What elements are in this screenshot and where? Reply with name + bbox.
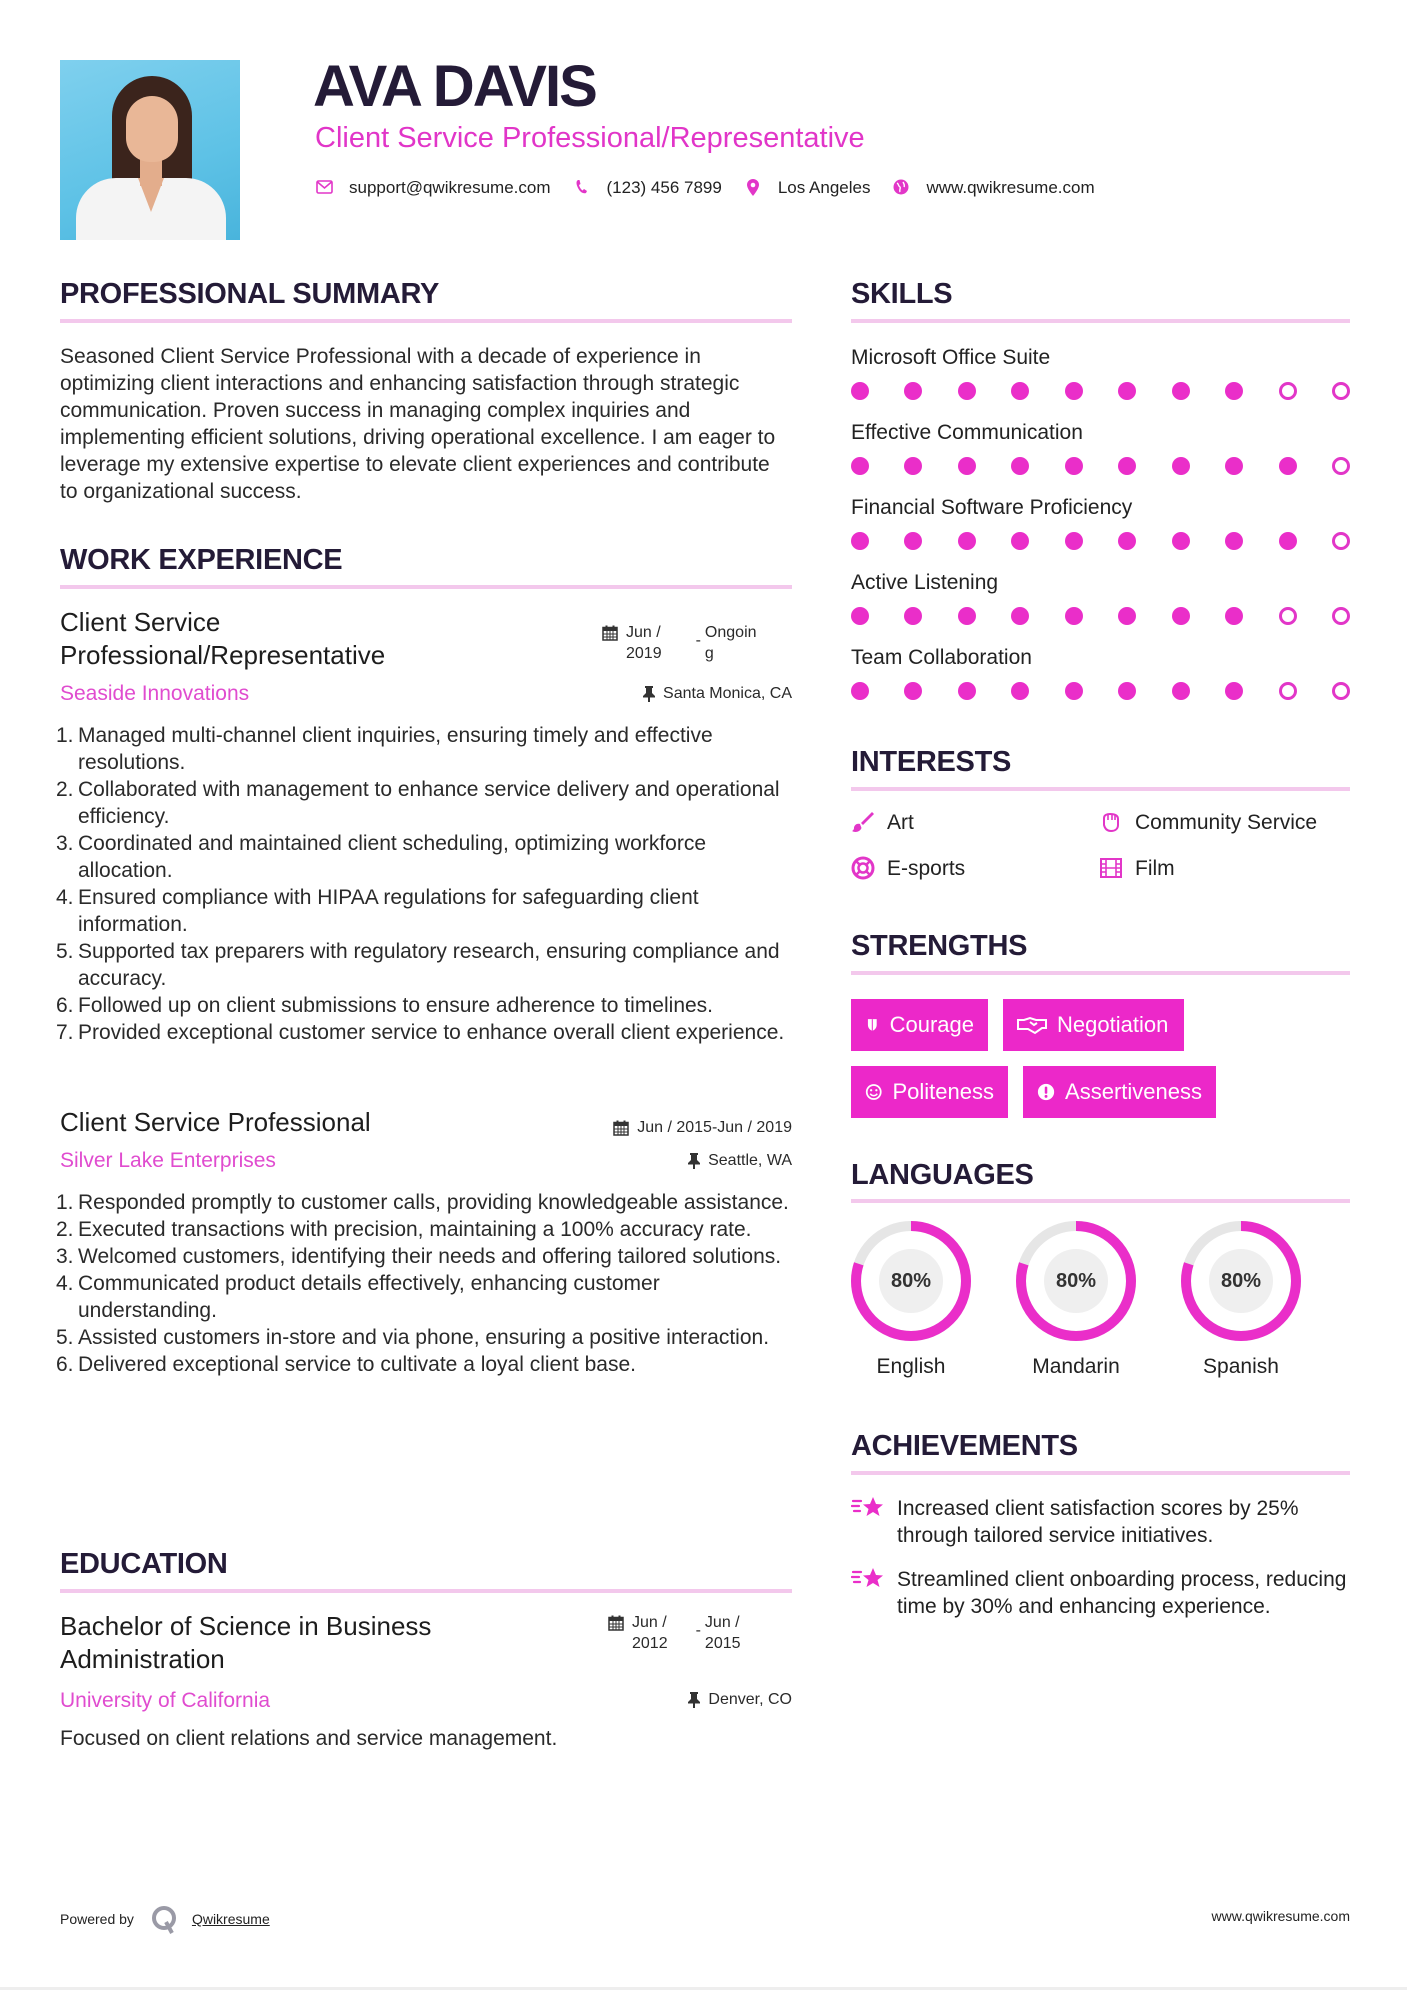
experience-heading: WORK EXPERIENCE [60, 544, 343, 576]
shield-icon [865, 1015, 880, 1035]
list-item: 7. Provided exceptional customer service to enhance overall client experience. [56, 1021, 785, 1044]
skill-dot-filled [904, 382, 922, 400]
education-location: Denver, CO [688, 1692, 792, 1708]
list-item: 2. Executed transactions with precision, maintaining a 100% accuracy rate. [56, 1218, 752, 1241]
skill-row: Team Collaboration [851, 647, 1350, 700]
skill-dot-filled [1225, 457, 1243, 475]
skill-rating [851, 532, 1350, 550]
skills-heading: SKILLS [851, 278, 953, 310]
skill-dot-filled [1065, 457, 1083, 475]
skill-dot-filled [851, 607, 869, 625]
skill-dot-empty [1332, 457, 1350, 475]
job-2-role: Client Service Professional [60, 1107, 371, 1137]
language-progress-ring: 80% [850, 1220, 972, 1342]
skill-dot-filled [851, 682, 869, 700]
list-item: 4. Communicated product details effectively, enhancing customer understanding. [56, 1272, 660, 1322]
skill-dot-filled [1279, 457, 1297, 475]
skill-dot-filled [1172, 607, 1190, 625]
list-item: 5. Supported tax preparers with regulatory research, ensuring compliance and accuracy. [56, 940, 780, 990]
skill-dot-filled [1225, 682, 1243, 700]
skill-dot-filled [851, 457, 869, 475]
interests-divider [851, 787, 1350, 791]
skill-dot-filled [1011, 457, 1029, 475]
contact-website[interactable] [892, 178, 1094, 196]
contact-bar [315, 178, 1117, 196]
skill-dot-filled [1118, 682, 1136, 700]
profile-photo [60, 60, 240, 240]
list-item: 6. Followed up on client submissions to ensure adherence to timelines. [56, 994, 714, 1017]
calendar-icon [602, 625, 618, 641]
interest-e-sports: E-sports [851, 856, 965, 880]
skill-rating [851, 457, 1350, 475]
education-heading: EDUCATION [60, 1548, 228, 1580]
job-1-responsibilities [56, 722, 800, 1046]
language-english: 80% English [850, 1220, 972, 1377]
interests-heading: INTERESTS [851, 746, 1012, 778]
skill-dot-filled [1172, 382, 1190, 400]
language-mandarin: 80% Mandarin [1015, 1220, 1137, 1377]
strength-badge-assertiveness: Assertiveness [1023, 1066, 1216, 1118]
job-1-dates: Jun / 2019 - Ongoin g [602, 622, 757, 664]
globe-icon [892, 178, 910, 196]
skill-dot-filled [1225, 532, 1243, 550]
languages-heading: LANGUAGES [851, 1159, 1034, 1191]
language-progress-ring: 80% [1015, 1220, 1137, 1342]
strengths-divider [851, 971, 1350, 975]
hand-icon [1099, 810, 1123, 834]
exclamation-circle-icon [1037, 1082, 1055, 1102]
skill-dot-filled [958, 682, 976, 700]
degree-title: Bachelor of Science in Business Administration [60, 1611, 432, 1674]
skill-dot-filled [904, 682, 922, 700]
skill-dot-empty [1279, 382, 1297, 400]
skill-dot-empty [1332, 532, 1350, 550]
candidate-title: Client Service Professional/Representative [315, 122, 865, 154]
skill-dot-filled [1011, 682, 1029, 700]
interest-art: Art [851, 810, 914, 834]
contact-phone[interactable] [573, 178, 722, 196]
skill-row: Active Listening [851, 572, 1350, 625]
calendar-icon [613, 1120, 629, 1136]
skill-dot-filled [958, 607, 976, 625]
list-item: 3. Welcomed customers, identifying their needs and offering tailored solutions. [56, 1245, 782, 1268]
skill-dot-filled [904, 457, 922, 475]
skill-dot-filled [958, 457, 976, 475]
map-marker-icon [744, 178, 762, 196]
calendar-icon [608, 1615, 624, 1631]
skill-dot-filled [1225, 382, 1243, 400]
skill-dot-filled [1118, 532, 1136, 550]
candidate-name: AVA DAVIS [313, 54, 596, 119]
website-text: www.qwikresume.com [926, 177, 1095, 197]
language-progress-ring: 80% [1180, 1220, 1302, 1342]
strength-badge-courage: Courage [851, 999, 988, 1051]
achievement-item: Streamlined client onboarding process, reducing time by 30% and enhancing experience. [851, 1566, 1350, 1620]
skill-rating [851, 382, 1350, 400]
skill-dot-filled [1225, 607, 1243, 625]
skill-dot-filled [1011, 382, 1029, 400]
location-text: Los Angeles [777, 177, 871, 197]
list-item: 1. Responded promptly to customer calls, providing knowledgeable assistance. [56, 1191, 789, 1214]
skill-row: Financial Software Proficiency [851, 497, 1350, 550]
education-divider [60, 1589, 792, 1593]
skill-dot-empty [1332, 607, 1350, 625]
shooting-star-icon [851, 1493, 887, 1521]
footer-powered-by: Powered by Qwikresume [60, 1904, 270, 1934]
skill-dot-filled [958, 532, 976, 550]
strength-badge-politeness: Politeness [851, 1066, 1008, 1118]
list-item: 3. Coordinated and maintained client scheduling, optimizing workforce allocation. [56, 832, 707, 882]
skill-dot-empty [1279, 607, 1297, 625]
paintbrush-icon [851, 810, 875, 834]
skill-dot-empty [1332, 382, 1350, 400]
skill-dot-empty [1279, 682, 1297, 700]
phone-icon [573, 178, 591, 196]
skill-dot-filled [958, 382, 976, 400]
smile-icon [865, 1082, 882, 1102]
job-1-role: Client Service Professional/Representative [60, 607, 386, 670]
skill-dot-filled [851, 382, 869, 400]
job-2-responsibilities [56, 1189, 800, 1378]
skill-dot-filled [1065, 532, 1083, 550]
life-ring-icon [851, 856, 875, 880]
skill-dot-filled [1279, 532, 1297, 550]
skill-dot-empty [1332, 682, 1350, 700]
contact-location [744, 178, 871, 196]
skill-dot-filled [1172, 532, 1190, 550]
footer-url[interactable]: www.qwikresume.com [1211, 1908, 1350, 1924]
achievement-item: Increased client satisfaction scores by 25% through tailored service initiatives. [851, 1495, 1350, 1549]
thumbtack-icon [688, 1692, 700, 1708]
skill-dot-filled [1065, 682, 1083, 700]
summary-divider [60, 319, 792, 323]
skill-dot-filled [1065, 382, 1083, 400]
qwikresume-link[interactable]: Qwikresume [191, 1911, 270, 1927]
languages-divider [851, 1199, 1350, 1203]
qwikresume-logo-icon [150, 1904, 180, 1934]
skill-dot-filled [1118, 457, 1136, 475]
experience-divider [60, 585, 792, 589]
job-2-dates: Jun / 2015-Jun / 2019 [613, 1117, 792, 1138]
strengths-heading: STRENGTHS [851, 930, 1028, 962]
film-icon [1099, 856, 1123, 880]
achievements-divider [851, 1471, 1350, 1475]
skills-divider [851, 319, 1350, 323]
skill-dot-filled [1172, 457, 1190, 475]
school-name: University of California [60, 1689, 271, 1712]
language-spanish: 80% Spanish [1180, 1220, 1302, 1377]
skill-dot-filled [904, 532, 922, 550]
skill-dot-filled [1011, 532, 1029, 550]
thumbtack-icon [688, 1153, 700, 1169]
education-dates: Jun / 2012 - Jun / 2015 [608, 1612, 741, 1654]
handshake-icon [1017, 1015, 1047, 1035]
skill-dot-filled [904, 607, 922, 625]
list-item: 2. Collaborated with management to enhance service delivery and operational efficiency. [56, 778, 780, 828]
job-2-company: Silver Lake Enterprises [60, 1149, 276, 1172]
envelope-icon [315, 178, 333, 196]
skill-row: Effective Communication [851, 422, 1350, 475]
skill-dot-filled [1172, 682, 1190, 700]
job-2-location: Seattle, WA [688, 1153, 792, 1169]
summary-text: Seasoned Client Service Professional with a decade of experience in optimizing client interactions and enhancing satisfaction through strategic communication. Proven success in managing complex inquiries and implementing efficient solutions, driving operational excellence. I am eager to leverage my extensive expertise to elevate client experiences and contribute to organizational success. [60, 345, 776, 503]
skill-row: Microsoft Office Suite [851, 347, 1350, 400]
achievements-heading: ACHIEVEMENTS [851, 1430, 1078, 1462]
interest-community-service: Community Service [1099, 810, 1317, 834]
skill-dot-filled [1065, 607, 1083, 625]
skill-rating [851, 607, 1350, 625]
list-item: 6. Delivered exceptional service to cultivate a loyal client base. [56, 1353, 636, 1376]
shooting-star-icon [851, 1564, 887, 1592]
skill-rating [851, 682, 1350, 700]
job-1-location: Santa Monica, CA [643, 686, 792, 702]
list-item: 1. Managed multi-channel client inquiries, ensuring timely and effective resolutions. [56, 724, 713, 774]
skill-dot-filled [851, 532, 869, 550]
skill-dot-filled [1118, 607, 1136, 625]
contact-email[interactable] [315, 178, 551, 196]
strength-badge-negotiation: Negotiation [1003, 999, 1184, 1051]
phone-text: (123) 456 7899 [606, 177, 722, 197]
education-description: Focused on client relations and service management. [60, 1727, 558, 1750]
thumbtack-icon [643, 686, 655, 702]
list-item: 5. Assisted customers in-store and via phone, ensuring a positive interaction. [56, 1326, 770, 1349]
interest-film: Film [1099, 856, 1175, 880]
skill-dot-filled [1011, 607, 1029, 625]
list-item: 4. Ensured compliance with HIPAA regulations for safeguarding client information. [56, 886, 699, 936]
email-text: support@qwikresume.com [349, 177, 551, 197]
skill-dot-filled [1118, 382, 1136, 400]
job-1-company: Seaside Innovations [60, 682, 250, 705]
summary-heading: PROFESSIONAL SUMMARY [60, 278, 440, 310]
